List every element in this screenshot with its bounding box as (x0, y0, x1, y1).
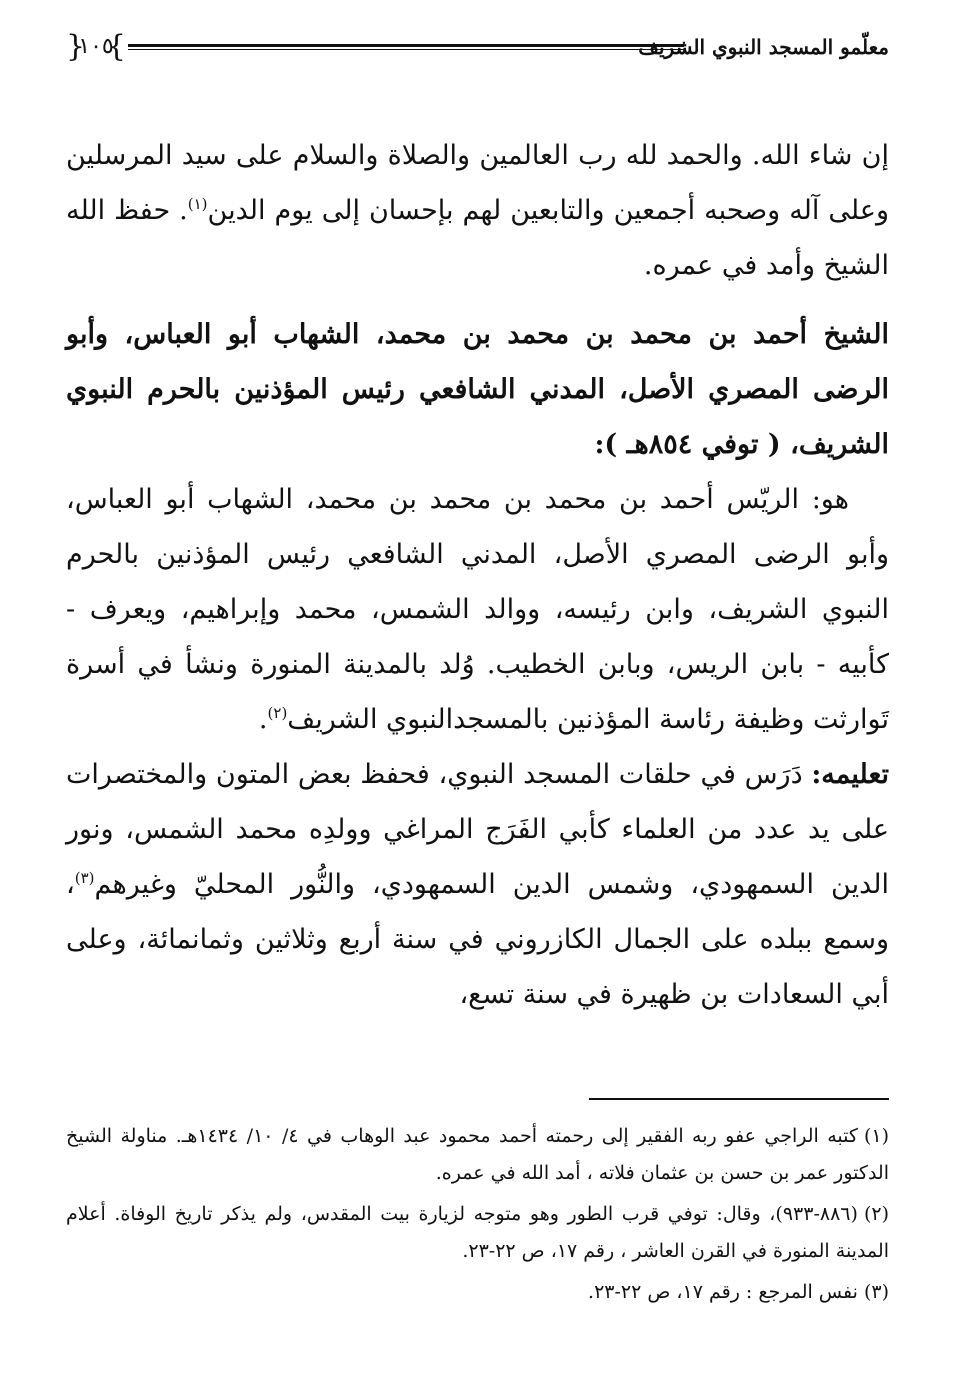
footnotes (66, 1118, 889, 1315)
paragraph-education (66, 747, 889, 1022)
page-number-value: ١٠٥ (78, 34, 114, 59)
footnote-3 (66, 1274, 889, 1311)
running-header (66, 30, 889, 70)
paragraph-education-tail: ، وسمع ببلده على الجمال الكازروني في سنة أربع وثلاثين وثمانمائة، وعلى أبي السعادات بن ظهيرة في سنة تسع، (66, 869, 889, 1010)
page-number-bracket-left: { (66, 29, 86, 64)
paragraph-closing-tail: . حفظ الله الشيخ وأمد في عمره. (66, 195, 889, 281)
education-label: تعليمه: (811, 759, 889, 790)
paragraph-biography-tail: . (258, 704, 268, 735)
footnote-1 (66, 1118, 889, 1192)
footnote-number: (٣) (863, 1281, 889, 1303)
footnote-ref-3[interactable]: (٣) (74, 869, 95, 887)
paragraph-closing-text: إن شاء الله. والحمد لله رب العالمين والصلاة والسلام على سيد المرسلين وعلى آله وصحبه أجمعين والتابعين لهم بإحسان إلى يوم الدين (66, 140, 890, 226)
running-title: معلّمو المسجد النبوي الشريف (638, 35, 889, 59)
section-heading: الشيخ أحمد بن محمد بن محمد بن محمد، الشهاب أبو العباس، وأبو الرضى المصري الأصل، المدني الشافعي رئيس المؤذنين بالحرم النبوي الشريف، ( توفي ٨٥٤هـ ): (66, 319, 889, 460)
page-number (66, 29, 126, 64)
paragraph-biography-text: هو: الريّس أحمد بن محمد بن محمد بن محمد، الشهاب أبو العباس، وأبو الرضى المصري الأصل، المدني الشافعي رئيس المؤذنين بالحرم النبوي الشريف، وابن رئيسه، ووالد الشمس، محمد وإبراهيم، ويعرف - كأبيه - بابن الريس، وبابن الخطيب. وُلد بالمدينة المنورة ونشأ في أسرة تَوارثت وظيفة رئاسة المؤذنين بالمسجدالنبوي الشريف (66, 484, 889, 735)
paragraph-biography (66, 472, 889, 747)
paragraph-closing (66, 128, 889, 293)
header-rule (128, 44, 684, 50)
page-number-bracket-right: } (106, 29, 126, 64)
footnote-number: (١) (863, 1125, 889, 1147)
footnote-ref-2[interactable]: (٢) (267, 704, 288, 722)
main-text (66, 128, 889, 1022)
footnote-ref-1[interactable]: (١) (187, 195, 208, 213)
footnote-text: (٨٨٦-٩٣٣)، وقال: توفي قرب الطور وهو متوجه لزيارة بيت المقدس، ولم يذكر تاريخ الوفاة. أعلام المدينة المنورة في القرن العاشر ، رقم ١٧، ص ٢٢-٢٣. (66, 1203, 889, 1262)
footnote-text: نفس المرجع : رقم ١٧، ص ٢٢-٢٣. (588, 1281, 858, 1303)
footnote-number: (٢) (863, 1203, 889, 1225)
footnote-separator (589, 1098, 889, 1100)
footnote-text: كتبه الراجي عفو ربه الفقير إلى رحمته أحمد محمود عبد الوهاب في ٤/ ١٠/ ١٤٣٤هـ. مناولة الشيخ الدكتور عمر بن حسن بن عثمان فلاته ، أمد الله في عمره. (66, 1125, 889, 1184)
paragraph-education-text: دَرَس في حلقات المسجد النبوي، فحفظ بعض المتون والمختصرات على يد عدد من العلماء كأبي الفَرَج المراغي وولدِه محمد الشمس، ونور الدين السمهودي، وشمس الدين السمهودي، والنُّور المحليّ وغيرهم (66, 759, 889, 900)
footnote-2 (66, 1196, 889, 1270)
